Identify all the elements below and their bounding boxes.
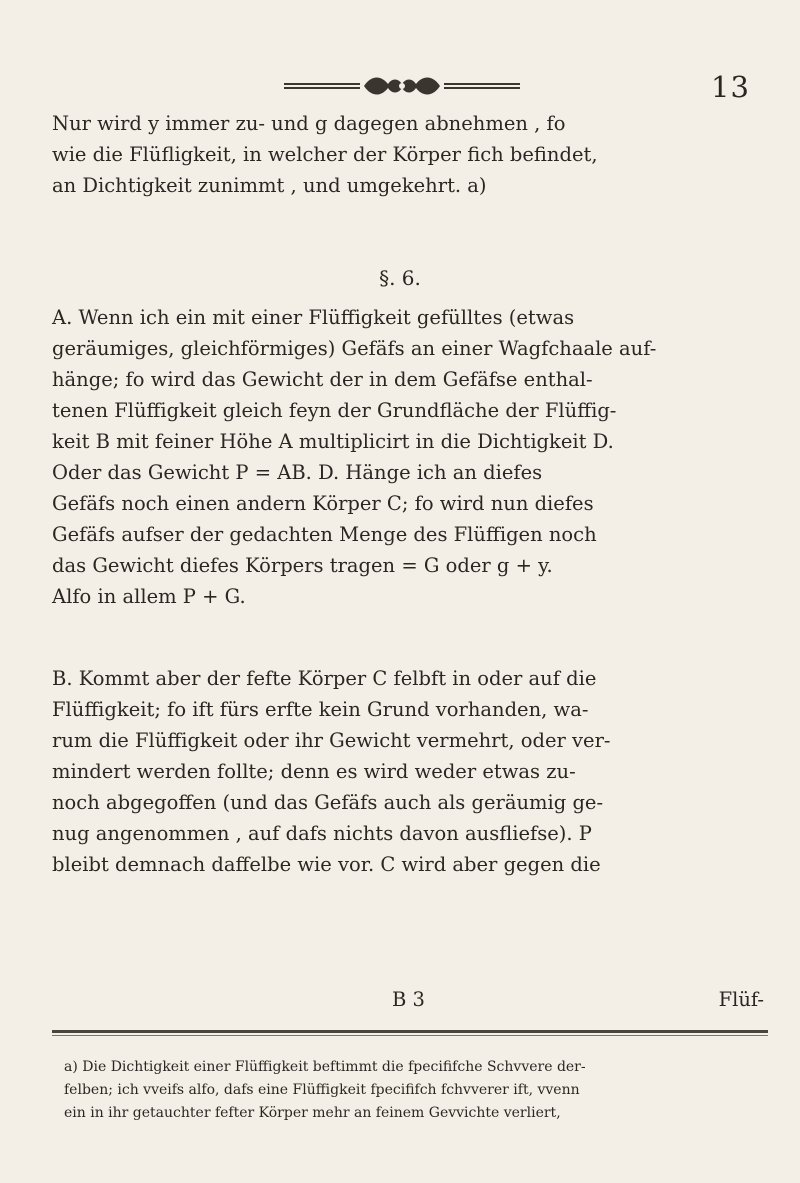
text-line: A. Wenn ich ein mit einer Flüffigkeit gefülltes (etwas <box>52 306 575 329</box>
footnote-rule-thin <box>52 1035 768 1036</box>
footnote-rule <box>52 1030 768 1033</box>
text-line: hänge; fo wird das Gewicht der in dem Gefäfse enthal- <box>52 368 593 391</box>
text-line: Gefäfs aufser der gedachten Menge des Flüffigen noch <box>52 523 597 546</box>
footnote-line: a) Die Dichtigkeit einer Flüffigkeit beftimmt die fpecififche Schvvere der- <box>64 1059 586 1075</box>
text-line: Oder das Gewicht P = AB. D. Hänge ich an diefes <box>52 461 543 484</box>
text-line: Alfo in allem P + G. <box>52 585 246 608</box>
footnote-line: felben; ich vveifs alfo, dafs eine Flüffigkeit fpecififch fchvverer ift, vvenn <box>64 1082 580 1098</box>
text-line: wie die Flüfligkeit, in welcher der Körper fich befindet, <box>52 143 598 166</box>
text-line: bleibt demnach daffelbe wie vor. C wird aber gegen die <box>52 853 601 876</box>
paragraph-1 <box>52 108 764 201</box>
text-line: Gefäfs noch einen andern Körper C; fo wird nun diefes <box>52 492 594 515</box>
text-line: tenen Flüffigkeit gleich feyn der Grundfläche der Flüffig- <box>52 399 617 422</box>
signature-mark: B 3 <box>392 988 425 1011</box>
text-line: Nur wird y immer zu- und g dagegen abnehmen , fo <box>52 112 566 135</box>
text-line: das Gewicht diefes Körpers tragen = G oder g + y. <box>52 554 553 577</box>
page-number: 13 <box>711 70 750 104</box>
footnote-line: ein in ihr getauchter fefter Körper mehr an feinem Gevvichte verliert, <box>64 1105 561 1121</box>
text-line: noch abgegoffen (und das Gefäfs auch als geräumig ge- <box>52 791 604 814</box>
footnote <box>64 1056 764 1125</box>
signature-row <box>52 988 764 1018</box>
paragraph-a <box>52 302 764 612</box>
catchword: Flüf- <box>718 988 764 1011</box>
text-line: an Dichtigkeit zunimmt , und umgekehrt. a) <box>52 174 487 197</box>
text-line: nug angenommen , auf dafs nichts davon ausfliefse). P <box>52 822 592 845</box>
text-line: keit B mit feiner Höhe A multiplicirt in die Dichtigkeit D. <box>52 430 614 453</box>
text-line: mindert werden follte; denn es wird weder etwas zu- <box>52 760 576 783</box>
text-line: Flüffigkeit; fo ift fürs erfte kein Grund vorhanden, wa- <box>52 698 589 721</box>
text-line: rum die Flüffigkeit oder ihr Gewicht vermehrt, oder ver- <box>52 729 611 752</box>
text-line: B. Kommt aber der fefte Körper C felbft in oder auf die <box>52 667 597 690</box>
text-line: geräumiges, gleichförmiges) Gefäfs an einer Wagfchaale auf- <box>52 337 657 360</box>
ornament-icon <box>284 74 520 98</box>
section-heading: §. 6. <box>379 266 421 290</box>
paragraph-b <box>52 663 764 880</box>
